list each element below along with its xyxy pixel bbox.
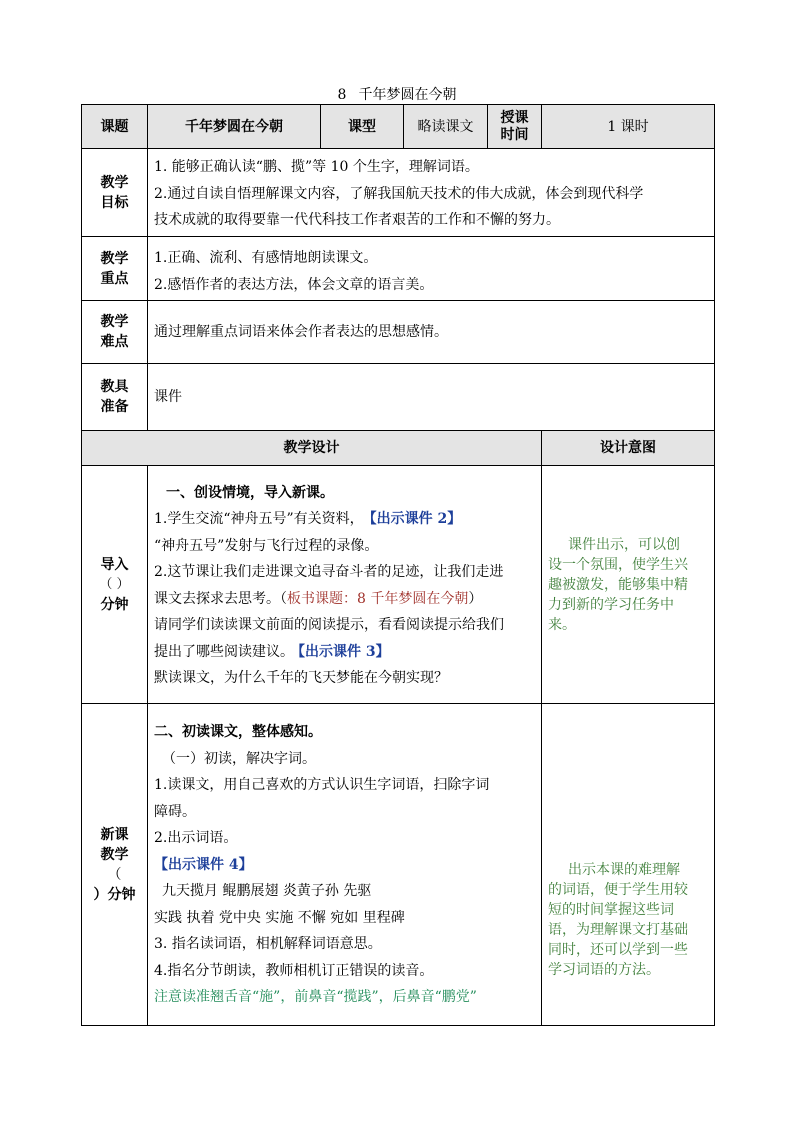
intro-line-3: 2.这节课让我们走进课文追寻奋斗者的足迹，让我们走进 [154,564,504,580]
newlesson-line-3: 2.出示词语。 [154,830,238,847]
courseware-tag-2: 【出示课件 2】 [369,511,462,527]
courseware-tag-3: 【出示课件 3】 [298,643,390,660]
courseware-tag-4: 【出示课件 4】 [154,856,253,873]
key-points-row [82,237,715,301]
type-label: 课型 [321,105,404,149]
difficulties-label-line1: 教学 [100,314,129,330]
intro-row [82,466,715,704]
goals-label-line2: 目标 [100,194,129,211]
intro-line-4-text: 课文去探求去思考。（ [154,590,287,607]
goals-content [148,149,715,237]
newlesson-line-4: 3. 指名读词语，相机解释词语意思。 [154,936,382,953]
intro-content [148,466,542,704]
lesson-plan-table [81,104,715,1026]
intro-line-4-close: ） [468,590,483,607]
intro-intent-line5: 来。 [548,616,576,633]
intro-label-line3: 分钟 [100,596,129,613]
intro-line-1-text: 1.学生交流“神舟五号”有关资料， [154,511,364,527]
intro-label-line2: （ ） [99,576,130,592]
type-value: 略读课文 [404,105,488,149]
key-point-1: 1.正确、流利、有感情地朗读课文。 [154,250,378,266]
difficulties-row [82,301,715,364]
key-point-2: 2.感悟作者的表达方法，体会文章的语言美。 [154,276,434,293]
header-row [82,105,715,149]
time-value: 1 课时 [542,105,715,149]
goal-line-2: 2.通过自读自悟理解课文内容，了解我国航天技术的伟大成就，体会到现代科学 [154,185,644,202]
word-list-1: 九天揽月 鲲鹏展翅 炎黄子孙 先驱 [162,883,372,900]
key-points-content [148,237,715,301]
newlesson-subheading: （一）初读，解决字词。 [162,750,316,767]
newlesson-label-line4: ）分钟 [93,886,136,903]
intro-line-4 [154,586,535,613]
intro-line-2: “神舟五号”发射与飞行过程的录像。 [154,537,379,554]
key-points-label-line1: 教学 [100,250,129,267]
tools-row [82,364,715,431]
newlesson-intent-line5: 同时，还可以学到一些 [548,941,688,958]
board-title: 板书课题：8 千年梦圆在今朝 [287,590,469,607]
intro-intent-line1: 课件出示，可以创 [568,536,680,553]
newlesson-line-2: 障碍。 [154,803,196,820]
difficulties-label-line2: 难点 [100,334,129,350]
intro-intent-line4: 力到新的学习任务中 [548,596,674,613]
lesson-number: 8 [337,87,347,103]
newlesson-line-5: 4.指名分节朗读，教师相机订正错误的读音。 [154,962,434,979]
goal-line-1: 1. 能够正确认读“鹏、揽”等 10 个生字，理解词语。 [154,159,479,176]
newlesson-label-line3: （ [107,866,122,883]
intro-heading: 一、创设情境，导入新课。 [166,484,334,501]
newlesson-intent-line4: 语，为理解课文打基础 [548,921,688,938]
word-list-2: 实践 执着 党中央 实施 不懈 宛如 里程碑 [154,909,405,926]
newlesson-label [82,704,148,1026]
goals-label [82,149,148,237]
intro-label [82,466,148,704]
lesson-title: 千年梦圆在今朝 [358,87,457,103]
topic-label: 课题 [82,105,148,149]
intro-intent-line2: 设一个氛围，使学生兴 [548,556,688,573]
newlesson-intent-line6: 学习词语的方法。 [548,961,660,978]
intro-line-6-text: 提出了哪些阅读建议。 [154,643,294,660]
newlesson-line-1: 1.读课文，用自己喜欢的方式认识生字词语，扫除字词 [154,777,490,794]
newlesson-intent-line3: 短的时间掌握这些词 [548,901,674,918]
goals-label-line1: 教学 [100,174,129,191]
newlesson-content [148,704,542,1026]
intro-line-6 [154,639,535,666]
intro-intent-line3: 趣被激发，能够集中精 [548,576,688,593]
newlesson-intent [542,704,715,1026]
intro-line-1 [154,506,535,533]
tools-label-line1: 教具 [100,379,129,395]
time-label-line2: 时间 [500,126,529,143]
pronunciation-note: 注意读准翘舌音“施”，前鼻音“揽践”，后鼻音“鹏党” [154,989,477,1006]
newlesson-heading: 二、初读课文，整体感知。 [154,724,322,741]
design-header-row [82,431,715,466]
tools-label-line2: 准备 [100,399,129,415]
intro-line-5: 请同学们读读课文前面的阅读提示，看看阅读提示给我们 [154,617,504,633]
tools-content: 课件 [148,364,715,431]
intro-intent [542,466,715,704]
newlesson-intent-line1: 出示本课的难理解 [568,861,680,878]
newlesson-label-line2: 教学 [100,846,129,863]
newlesson-intent-line2: 的词语，便于学生用较 [548,881,688,898]
newlesson-label-line1: 新课 [100,826,129,843]
intro-label-line1: 导入 [100,556,129,573]
design-header: 教学设计 [82,431,542,466]
difficulties-label [82,301,148,364]
time-label [488,105,542,149]
intro-line-7: 默读课文，为什么千年的飞天梦能在今朝实现？ [154,670,448,686]
time-label-line1: 授课 [500,109,529,126]
goals-row [82,149,715,237]
key-points-label [82,237,148,301]
topic-value: 千年梦圆在今朝 [148,105,321,149]
key-points-label-line2: 重点 [100,270,129,287]
tools-label [82,364,148,431]
page-title [0,84,794,104]
difficulties-content: 通过理解重点词语来体会作者表达的思想感情。 [148,301,715,364]
intent-header: 设计意图 [542,431,715,466]
goal-line-3: 技术成就的取得要靠一代代科技工作者艰苦的工作和不懈的努力。 [154,212,560,229]
newlesson-row [82,704,715,1026]
